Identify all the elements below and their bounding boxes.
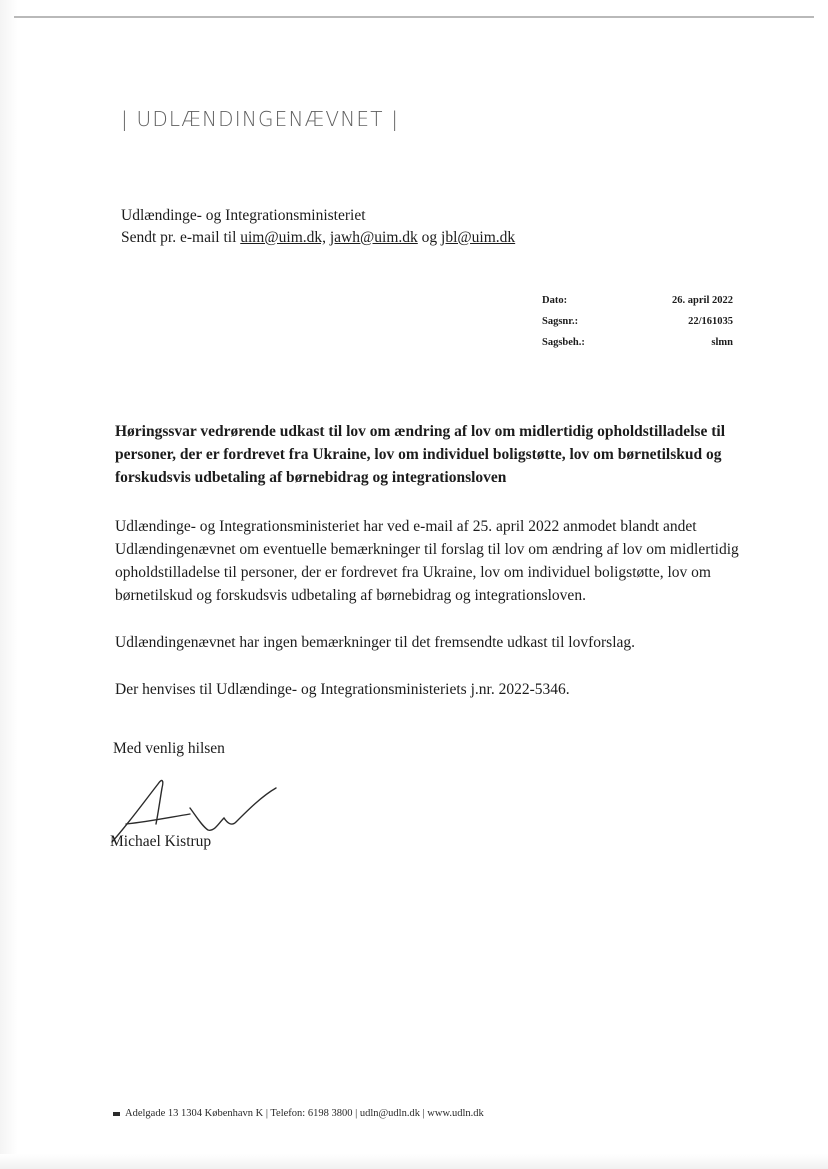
subject-heading: Høringssvar vedrørende udkast til lov om ændring af lov om midlertidig opholdstilladelse til personer, der er fordrevet fra Ukraine, lov om individuel boligstøtte, lov om børnetilskud og forskudsvis udbetaling af børnebidrag og integrationsloven bbox=[115, 423, 725, 486]
email-joiner: og bbox=[421, 229, 438, 246]
top-rule bbox=[14, 16, 814, 18]
meta-row-date bbox=[542, 293, 733, 314]
meta-label: Dato: bbox=[542, 295, 568, 306]
recipient-email-line bbox=[121, 227, 515, 249]
agency-logo: | UDLÆNDINGENÆVNET | bbox=[121, 107, 400, 131]
meta-row-case-handler bbox=[542, 335, 733, 356]
email-link-jawh[interactable]: jawh@uim.dk bbox=[329, 229, 418, 246]
email-link-jbl[interactable]: jbl@uim.dk bbox=[441, 229, 516, 246]
body-paragraph-2: Udlændingenævnet har ingen bemærkninger til det fremsendte udkast til lovforslag. bbox=[115, 634, 636, 651]
closing-greeting: Med venlig hilsen bbox=[113, 740, 225, 757]
meta-value: slmn bbox=[711, 337, 733, 348]
body-paragraph-3: Der henvises til Udlændinge- og Integrationsministeriets j.nr. 2022-5346. bbox=[115, 681, 570, 698]
meta-value: 22/161035 bbox=[688, 316, 733, 327]
meta-value: 26. april 2022 bbox=[672, 295, 733, 306]
recipient-name: Udlændinge- og Integrationsministeriet bbox=[121, 207, 366, 224]
signatory-name: Michael Kistrup bbox=[110, 833, 212, 850]
meta-label: Sagsbeh.: bbox=[542, 337, 585, 348]
case-meta bbox=[542, 293, 733, 356]
meta-label: Sagsnr.: bbox=[542, 316, 579, 327]
sent-prefix: Sendt pr. e-mail til bbox=[121, 229, 237, 246]
footer-bullet-icon bbox=[113, 1112, 120, 1116]
footer-address bbox=[113, 1108, 484, 1119]
email-link-uim[interactable]: uim@uim.dk, bbox=[240, 229, 326, 246]
recipient-block bbox=[121, 205, 515, 249]
footer-text: Adelgade 13 1304 København K | Telefon: 6198 3800 | udln@udln.dk | www.udln.dk bbox=[125, 1108, 484, 1119]
scan-edge-left bbox=[0, 0, 18, 1169]
meta-row-case-number bbox=[542, 314, 733, 335]
scan-edge-bottom bbox=[0, 1154, 828, 1169]
body-paragraph-1: Udlændinge- og Integrationsministeriet har ved e-mail af 25. april 2022 anmodet blandt andet Udlændingenævnet om eventuelle bemærkninger til forslag til lov om ændring af lov om midlertidig opholdstilladelse til personer, der er fordrevet fra Ukraine, lov om individuel boligstøtte, lov om børnetilskud og forskudsvis udbetaling af børnebidrag og integrationsloven. bbox=[115, 518, 739, 604]
